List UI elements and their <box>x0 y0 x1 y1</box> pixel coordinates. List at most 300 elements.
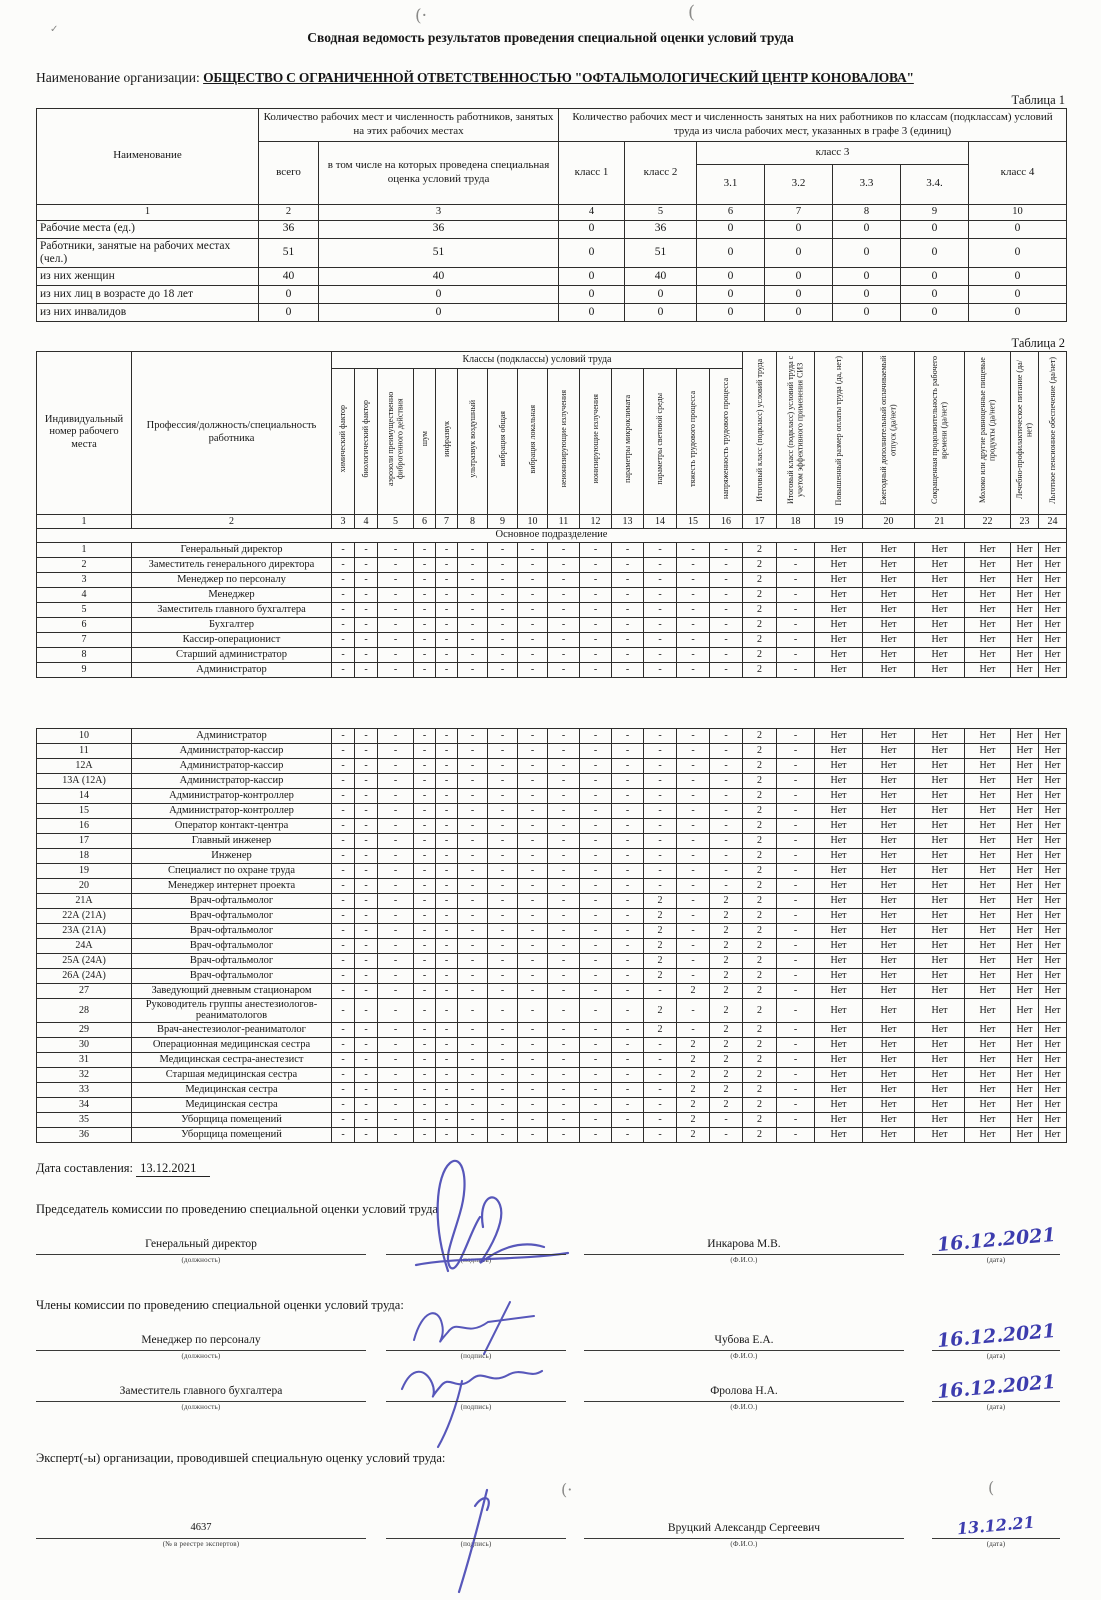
class-value-cell: - <box>644 1112 677 1127</box>
workplace-number-cell: 33 <box>37 1082 132 1097</box>
workplace-row <box>37 1067 1067 1082</box>
class-value-cell: - <box>548 773 580 788</box>
class-value-cell: - <box>436 1022 458 1037</box>
class-value-cell: - <box>548 602 580 617</box>
class-value-cell: Нет <box>1011 728 1039 743</box>
member2-date: 16.12.2021 <box>932 1378 1060 1402</box>
class-value-cell: Нет <box>1039 587 1067 602</box>
class-value-cell: Нет <box>1039 758 1067 773</box>
class-value-cell: - <box>777 1112 815 1127</box>
expert-fio-col <box>584 1522 904 1548</box>
class-value-cell: Нет <box>915 572 965 587</box>
metric-value-cell: 0 <box>559 238 625 267</box>
class-value-cell: - <box>355 833 378 848</box>
class-value-cell: Нет <box>815 878 863 893</box>
date-caption: (дата) <box>986 1351 1006 1360</box>
class-value-cell: - <box>414 848 436 863</box>
class-value-cell: - <box>548 1052 580 1067</box>
class-value-cell: 2 <box>743 833 777 848</box>
class-value-cell: - <box>488 893 518 908</box>
class-value-cell: - <box>612 788 644 803</box>
fio-caption: (Ф.И.О.) <box>730 1402 758 1411</box>
class-value-cell: - <box>710 662 743 677</box>
class-value-cell: - <box>612 587 644 602</box>
class-value-cell: Нет <box>815 587 863 602</box>
class-value-cell: Нет <box>1039 773 1067 788</box>
class-value-cell: - <box>378 557 414 572</box>
class-value-cell: - <box>518 818 548 833</box>
class-value-cell: Нет <box>915 848 965 863</box>
member1-sign-col <box>386 1334 566 1360</box>
column-number-cell: 3 <box>319 204 559 220</box>
class-value-cell: 2 <box>710 923 743 938</box>
class-value-cell: 2 <box>743 542 777 557</box>
class-value-cell: 2 <box>710 1037 743 1052</box>
class-value-cell: Нет <box>965 878 1011 893</box>
class-value-cell: - <box>436 602 458 617</box>
class-value-cell: - <box>488 1022 518 1037</box>
workplace-row <box>37 743 1067 758</box>
class-value-cell: - <box>436 1052 458 1067</box>
column-number-cell: 5 <box>625 204 697 220</box>
table2-part2-body <box>37 728 1067 1142</box>
expert-date-col <box>932 1512 1060 1548</box>
class-value-cell: Нет <box>1039 953 1067 968</box>
class-value-cell: Нет <box>815 557 863 572</box>
profession-cell: Медицинская сестра <box>132 1097 332 1112</box>
class-value-cell: - <box>355 878 378 893</box>
class-value-cell: Нет <box>863 728 915 743</box>
class-value-cell: Нет <box>1039 1112 1067 1127</box>
class-value-cell: Нет <box>965 1067 1011 1082</box>
profession-cell: Главный инженер <box>132 833 332 848</box>
class-value-cell: - <box>677 848 710 863</box>
class-value-cell: - <box>436 587 458 602</box>
class-value-cell: - <box>355 908 378 923</box>
column-number-cell: 8 <box>458 514 488 528</box>
column-number-cell: 10 <box>518 514 548 528</box>
column-number-cell: 11 <box>548 514 580 528</box>
class-value-cell: - <box>414 998 436 1022</box>
workplace-row <box>37 833 1067 848</box>
class-value-cell: 2 <box>644 893 677 908</box>
class-value-cell: - <box>378 632 414 647</box>
class-value-cell: Нет <box>815 758 863 773</box>
class-value-cell: - <box>414 728 436 743</box>
class-value-cell: - <box>677 617 710 632</box>
class-value-cell: 2 <box>743 848 777 863</box>
class-value-cell: - <box>414 818 436 833</box>
class-value-cell: - <box>677 818 710 833</box>
workplace-number-cell: 2 <box>37 557 132 572</box>
class-value-cell: - <box>332 602 355 617</box>
class-value-cell: - <box>644 662 677 677</box>
class-value-cell: - <box>488 1097 518 1112</box>
class-value-cell: - <box>644 728 677 743</box>
class-value-cell: - <box>548 938 580 953</box>
class-value-cell: - <box>355 773 378 788</box>
class-value-cell: - <box>332 818 355 833</box>
class-value-cell: Нет <box>863 1112 915 1127</box>
class-value-cell: - <box>414 803 436 818</box>
class-value-cell: 2 <box>743 1082 777 1097</box>
workplace-row <box>37 968 1067 983</box>
column-number-cell: 14 <box>644 514 677 528</box>
workplace-row <box>37 647 1067 662</box>
class-value-cell: - <box>458 728 488 743</box>
class-value-cell: 2 <box>710 908 743 923</box>
class-value-cell: Нет <box>863 878 915 893</box>
table1-header-class3: класс 3 <box>697 141 969 164</box>
class-value-cell: - <box>436 773 458 788</box>
class-value-cell: Нет <box>815 572 863 587</box>
class-value-cell: - <box>518 572 548 587</box>
column-number-cell: 7 <box>436 514 458 528</box>
table2-header-ultrasound: ультразвук воздушный <box>458 368 488 514</box>
class-value-cell: 2 <box>710 1067 743 1082</box>
class-value-cell: Нет <box>1039 1022 1067 1037</box>
class-value-cell: - <box>677 647 710 662</box>
class-value-cell: Нет <box>965 998 1011 1022</box>
class-value-cell: - <box>518 998 548 1022</box>
workplace-number-cell: 29 <box>37 1022 132 1037</box>
class-value-cell: - <box>777 1082 815 1097</box>
workplace-number-cell: 14 <box>37 788 132 803</box>
class-value-cell: Нет <box>1011 647 1039 662</box>
class-value-cell: Нет <box>1039 908 1067 923</box>
class-value-cell: Нет <box>915 998 965 1022</box>
class-value-cell: - <box>332 893 355 908</box>
class-value-cell: - <box>355 617 378 632</box>
column-number-cell: 16 <box>710 514 743 528</box>
class-value-cell: - <box>612 923 644 938</box>
class-value-cell: - <box>777 572 815 587</box>
class-value-cell: Нет <box>915 632 965 647</box>
class-value-cell: Нет <box>815 818 863 833</box>
class-value-cell: - <box>378 542 414 557</box>
workplace-row <box>37 587 1067 602</box>
class-value-cell: - <box>355 803 378 818</box>
expert-sign-col <box>386 1522 566 1548</box>
table2-header-final-class-siz: Итоговый класс (подкласс) условий труда с учетом эффективного применения СИЗ <box>777 351 815 514</box>
metric-value-cell: 0 <box>259 303 319 321</box>
metric-value-cell: 0 <box>833 267 901 285</box>
class-value-cell: - <box>414 662 436 677</box>
class-value-cell: - <box>612 863 644 878</box>
class-value-cell: - <box>677 833 710 848</box>
class-value-cell: - <box>518 587 548 602</box>
class-value-cell: - <box>378 728 414 743</box>
member1-signature-line <box>386 1334 566 1351</box>
class-value-cell: - <box>677 893 710 908</box>
registry-caption: (№ в реестре экспертов) <box>162 1539 240 1548</box>
profession-cell: Старшая медицинская сестра <box>132 1067 332 1082</box>
class-value-cell: Нет <box>815 923 863 938</box>
class-value-cell: - <box>355 728 378 743</box>
profession-cell: Менеджер интернет проекта <box>132 878 332 893</box>
table2-part2 <box>36 728 1067 1143</box>
class-value-cell: - <box>612 968 644 983</box>
class-value-cell: - <box>436 1112 458 1127</box>
class-value-cell: - <box>518 617 548 632</box>
class-value-cell: - <box>436 1067 458 1082</box>
class-value-cell: - <box>458 557 488 572</box>
class-value-cell: Нет <box>863 1022 915 1037</box>
chairman-position: Генеральный директор <box>36 1238 366 1255</box>
class-value-cell: - <box>355 587 378 602</box>
class-value-cell: - <box>777 788 815 803</box>
class-value-cell: Нет <box>1039 1097 1067 1112</box>
class-value-cell: 2 <box>644 923 677 938</box>
member2-position: Заместитель главного бухгалтера <box>36 1385 366 1402</box>
class-value-cell: Нет <box>915 908 965 923</box>
table2-header-intensity: напряженность трудового процесса <box>710 368 743 514</box>
profession-cell: Руководитель группы анестезиологов-реаниматологов <box>132 998 332 1022</box>
class-value-cell: - <box>677 953 710 968</box>
class-value-cell: 2 <box>743 587 777 602</box>
class-value-cell: Нет <box>1011 1052 1039 1067</box>
table2-header-profession: Профессия/должность/специальность работника <box>132 351 332 514</box>
table1-header <box>37 109 1067 221</box>
class-value-cell: - <box>548 848 580 863</box>
class-value-cell: - <box>677 1022 710 1037</box>
class-value-cell: - <box>612 848 644 863</box>
class-value-cell: - <box>378 1037 414 1052</box>
class-value-cell: Нет <box>863 923 915 938</box>
workplace-number-cell: 25А (24А) <box>37 953 132 968</box>
class-value-cell: - <box>518 647 548 662</box>
class-value-cell: - <box>518 1067 548 1082</box>
chairman-signature-line <box>386 1238 566 1255</box>
class-value-cell: Нет <box>915 1037 965 1052</box>
class-value-cell: - <box>378 953 414 968</box>
chairman-fio: Инкарова М.В. <box>584 1238 904 1255</box>
class-value-cell: - <box>777 542 815 557</box>
class-value-cell: Нет <box>815 617 863 632</box>
class-value-cell: - <box>548 1037 580 1052</box>
class-value-cell: - <box>414 1067 436 1082</box>
class-value-cell: 2 <box>710 893 743 908</box>
class-value-cell: Нет <box>1039 998 1067 1022</box>
profession-cell: Врач-офтальмолог <box>132 938 332 953</box>
class-value-cell: - <box>518 833 548 848</box>
table1-header-sub31: 3.1 <box>697 164 765 204</box>
class-value-cell: - <box>355 818 378 833</box>
class-value-cell: - <box>436 632 458 647</box>
members-heading: Члены комиссии по проведению специальной оценки условий труда: <box>36 1297 404 1312</box>
class-value-cell: - <box>518 983 548 998</box>
class-value-cell: - <box>612 542 644 557</box>
class-value-cell: - <box>458 1052 488 1067</box>
class-value-cell: Нет <box>915 1067 965 1082</box>
class-value-cell: - <box>548 728 580 743</box>
workplace-row <box>37 848 1067 863</box>
class-value-cell: - <box>332 542 355 557</box>
class-value-cell: - <box>332 848 355 863</box>
class-value-cell: Нет <box>965 1127 1011 1142</box>
class-value-cell: - <box>332 617 355 632</box>
class-value-cell: Нет <box>915 818 965 833</box>
workplace-number-cell: 32 <box>37 1067 132 1082</box>
class-value-cell: - <box>710 863 743 878</box>
class-value-cell: - <box>458 662 488 677</box>
class-value-cell: - <box>378 617 414 632</box>
class-value-cell: - <box>644 557 677 572</box>
class-value-cell: - <box>518 1127 548 1142</box>
class-value-cell: - <box>777 953 815 968</box>
class-value-cell: - <box>710 728 743 743</box>
table2-header-vibration-local: вибрация локальная <box>518 368 548 514</box>
workplace-row <box>37 662 1067 677</box>
class-value-cell: - <box>378 998 414 1022</box>
class-value-cell: - <box>458 1022 488 1037</box>
compilation-date-line <box>36 1161 1065 1176</box>
class-value-cell: - <box>518 803 548 818</box>
class-value-cell: - <box>518 773 548 788</box>
class-value-cell: Нет <box>1011 983 1039 998</box>
profession-cell: Администратор-кассир <box>132 773 332 788</box>
class-value-cell: - <box>378 938 414 953</box>
class-value-cell: Нет <box>1011 557 1039 572</box>
class-value-cell: Нет <box>815 833 863 848</box>
class-value-cell: Нет <box>815 908 863 923</box>
class-value-cell: Нет <box>1039 938 1067 953</box>
class-value-cell: - <box>644 833 677 848</box>
class-value-cell: Нет <box>1011 968 1039 983</box>
class-value-cell: Нет <box>1039 863 1067 878</box>
class-value-cell: - <box>710 773 743 788</box>
class-value-cell: - <box>580 1067 612 1082</box>
member1-fio-col <box>584 1334 904 1360</box>
workplace-number-cell: 28 <box>37 998 132 1022</box>
workplace-number-cell: 17 <box>37 833 132 848</box>
workplace-row <box>37 998 1067 1022</box>
class-value-cell: Нет <box>915 728 965 743</box>
profession-cell: Уборщица помещений <box>132 1112 332 1127</box>
class-value-cell: - <box>710 743 743 758</box>
class-value-cell: Нет <box>965 1052 1011 1067</box>
class-value-cell: Нет <box>965 818 1011 833</box>
workplace-row <box>37 542 1067 557</box>
class-value-cell: Нет <box>965 632 1011 647</box>
class-value-cell: - <box>414 743 436 758</box>
class-value-cell: 2 <box>644 968 677 983</box>
class-value-cell: Нет <box>863 1067 915 1082</box>
workplace-row <box>37 1022 1067 1037</box>
class-value-cell: - <box>414 878 436 893</box>
class-value-cell: - <box>612 878 644 893</box>
class-value-cell: - <box>612 1082 644 1097</box>
class-value-cell: - <box>777 878 815 893</box>
class-value-cell: - <box>518 1097 548 1112</box>
class-value-cell: Нет <box>965 728 1011 743</box>
member1-fio: Чубова Е.А. <box>584 1334 904 1351</box>
class-value-cell: - <box>458 863 488 878</box>
class-value-cell: - <box>436 1097 458 1112</box>
chairman-heading: Председатель комиссии по проведению специальной оценки условий труда <box>36 1201 438 1216</box>
class-value-cell: Нет <box>1039 542 1067 557</box>
class-value-cell: - <box>612 602 644 617</box>
profession-cell: Врач-офтальмолог <box>132 893 332 908</box>
profession-cell: Врач-офтальмолог <box>132 953 332 968</box>
class-value-cell: - <box>644 1052 677 1067</box>
profession-cell: Инженер <box>132 848 332 863</box>
column-number-cell: 1 <box>37 514 132 528</box>
class-value-cell: - <box>332 1037 355 1052</box>
class-value-cell: Нет <box>1011 938 1039 953</box>
class-value-cell: 2 <box>644 938 677 953</box>
class-value-cell: Нет <box>915 647 965 662</box>
table1-header-sub32: 3.2 <box>765 164 833 204</box>
class-value-cell: - <box>436 1127 458 1142</box>
class-value-cell: - <box>458 1127 488 1142</box>
column-number-cell: 21 <box>915 514 965 528</box>
class-value-cell: - <box>777 773 815 788</box>
class-value-cell: Нет <box>965 1097 1011 1112</box>
class-value-cell: - <box>378 908 414 923</box>
class-value-cell: - <box>458 953 488 968</box>
class-value-cell: - <box>548 923 580 938</box>
class-value-cell: - <box>488 938 518 953</box>
class-value-cell: Нет <box>1039 983 1067 998</box>
class-value-cell: - <box>777 803 815 818</box>
date-caption: (дата) <box>986 1539 1006 1548</box>
class-value-cell: Нет <box>965 833 1011 848</box>
class-value-cell: - <box>580 968 612 983</box>
class-value-cell: - <box>710 632 743 647</box>
class-value-cell: - <box>436 923 458 938</box>
class-value-cell: - <box>612 647 644 662</box>
class-value-cell: - <box>414 1022 436 1037</box>
class-value-cell: Нет <box>815 788 863 803</box>
class-value-cell: - <box>355 1067 378 1082</box>
member1-position-col <box>36 1334 366 1360</box>
class-value-cell: - <box>355 632 378 647</box>
class-value-cell: - <box>777 863 815 878</box>
class-value-cell: Нет <box>1011 758 1039 773</box>
class-value-cell: - <box>436 743 458 758</box>
class-value-cell: - <box>332 632 355 647</box>
class-value-cell: - <box>436 848 458 863</box>
expert-heading: Эксперт(-ы) организации, проводившей специальную оценку условий труда: <box>36 1450 446 1465</box>
table2-header-final-class: Итоговый класс (подкласс) условий труда <box>743 351 777 514</box>
class-value-cell: - <box>548 1112 580 1127</box>
fio-caption: (Ф.И.О.) <box>730 1351 758 1360</box>
class-value-cell: - <box>488 662 518 677</box>
class-value-cell: 2 <box>743 632 777 647</box>
class-value-cell: - <box>777 758 815 773</box>
class-value-cell: 2 <box>710 1022 743 1037</box>
workplace-number-cell: 8 <box>37 647 132 662</box>
class-value-cell: - <box>355 1052 378 1067</box>
date-caption: (дата) <box>986 1255 1006 1264</box>
class-value-cell: Нет <box>915 938 965 953</box>
class-value-cell: Нет <box>915 542 965 557</box>
class-value-cell: - <box>644 848 677 863</box>
class-value-cell: - <box>710 1112 743 1127</box>
workplace-number-cell: 11 <box>37 743 132 758</box>
class-value-cell: Нет <box>1039 632 1067 647</box>
class-value-cell: - <box>612 1037 644 1052</box>
class-value-cell: Нет <box>863 1052 915 1067</box>
workplace-number-cell: 35 <box>37 1112 132 1127</box>
class-value-cell: Нет <box>1011 803 1039 818</box>
class-value-cell: - <box>332 1067 355 1082</box>
class-value-cell: Нет <box>815 968 863 983</box>
class-value-cell: - <box>378 602 414 617</box>
member1-date-col <box>932 1319 1060 1360</box>
class-value-cell: 2 <box>644 953 677 968</box>
